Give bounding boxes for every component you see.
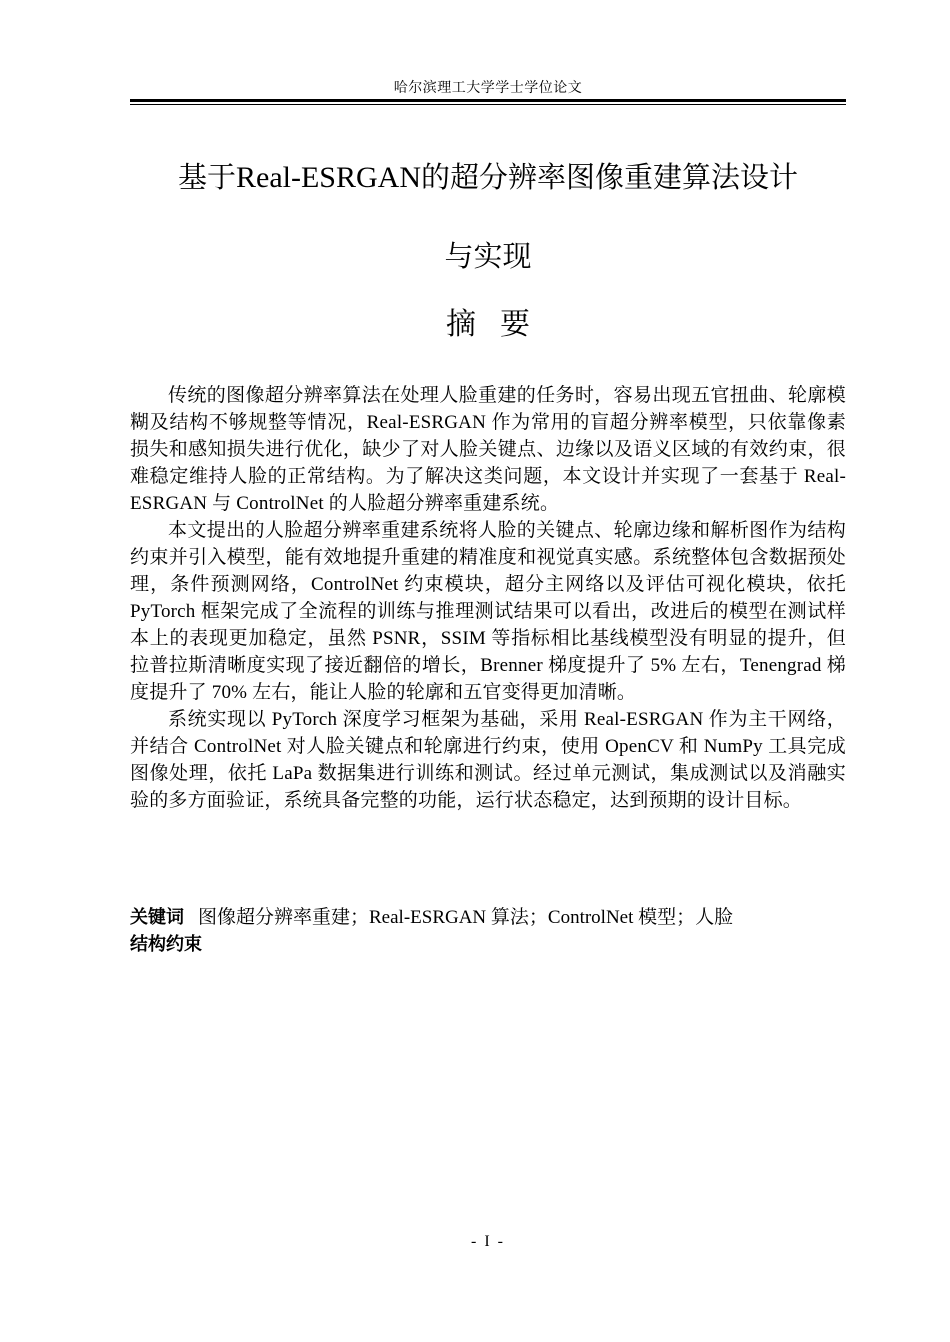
keywords-label: 关键词	[130, 907, 184, 928]
keywords-tail: 结构约束	[130, 934, 202, 955]
title-line-2: 与实现	[444, 239, 532, 273]
abstract-paragraph-3: 系统实现以 PyTorch 深度学习框架为基础，采用 Real-ESRGAN 作为主干网络，并结合 ControlNet 对人脸关键点和轮廓进行约束，使用 OpenCV 和 NumPy 工具完成图像处理，依托 LaPa 数据集进行训练和测试。经过单元测试，集成测试以及消融实验的多方面验证，系统具备完整的功能，运行状态稳定，达到预期的设计目标。	[130, 709, 846, 811]
abstract-paragraph-2: 本文提出的人脸超分辨率重建系统将人脸的关键点、轮廓边缘和解析图作为结构约束并引入模型，能有效地提升重建的精准度和视觉真实感。系统整体包含数据预处理，条件预测网络，ControlNet 约束模块，超分主网络以及评估可视化模块，依托 PyTorch 框架完成了全流程的训练与推理测试结果可以看出，改进后的模型在测试样本上的表现更加稳定，虽然 PSNR，SSIM 等指标相比基线模型没有明显的提升，但拉普拉斯清晰度实现了接近翻倍的增长，Brenner 梯度提升了 5% 左右，Tenengrad 梯度提升了 70% 左右，能让人脸的轮廓和五官变得更加清晰。	[130, 520, 846, 703]
page-number: - I -	[471, 1233, 505, 1250]
abstract-body	[130, 382, 846, 814]
header-rule-thin	[130, 104, 846, 105]
running-header: 哈尔滨理工大学学士学位论文	[393, 80, 583, 96]
header-rule-thick	[130, 99, 846, 102]
title-suffix: 的超分辨率图像重建算法设计	[420, 160, 798, 194]
keywords-block	[130, 904, 846, 958]
title-prefix: 基于	[177, 160, 236, 194]
keywords-text: 图像超分辨率重建；Real-ESRGAN 算法；ControlNet 模型；人脸	[198, 907, 734, 928]
title-model-name: Real-ESRGAN	[236, 161, 421, 194]
thesis-title	[118, 138, 858, 296]
abstract-heading: 摘要	[446, 307, 554, 342]
title-line-1	[118, 138, 858, 217]
abstract-paragraph-1: 传统的图像超分辨率算法在处理人脸重建的任务时，容易出现五官扭曲、轮廓模糊及结构不够规整等情况，Real-ESRGAN 作为常用的盲超分辨率模型，只依靠像素损失和感知损失进行优化，缺少了对人脸关键点、边缘以及语义区域的有效约束，很难稳定维持人脸的正常结构。为了解决这类问题，本文设计并实现了一套基于 Real-ESRGAN 与 ControlNet 的人脸超分辨率重建系统。	[130, 385, 846, 514]
